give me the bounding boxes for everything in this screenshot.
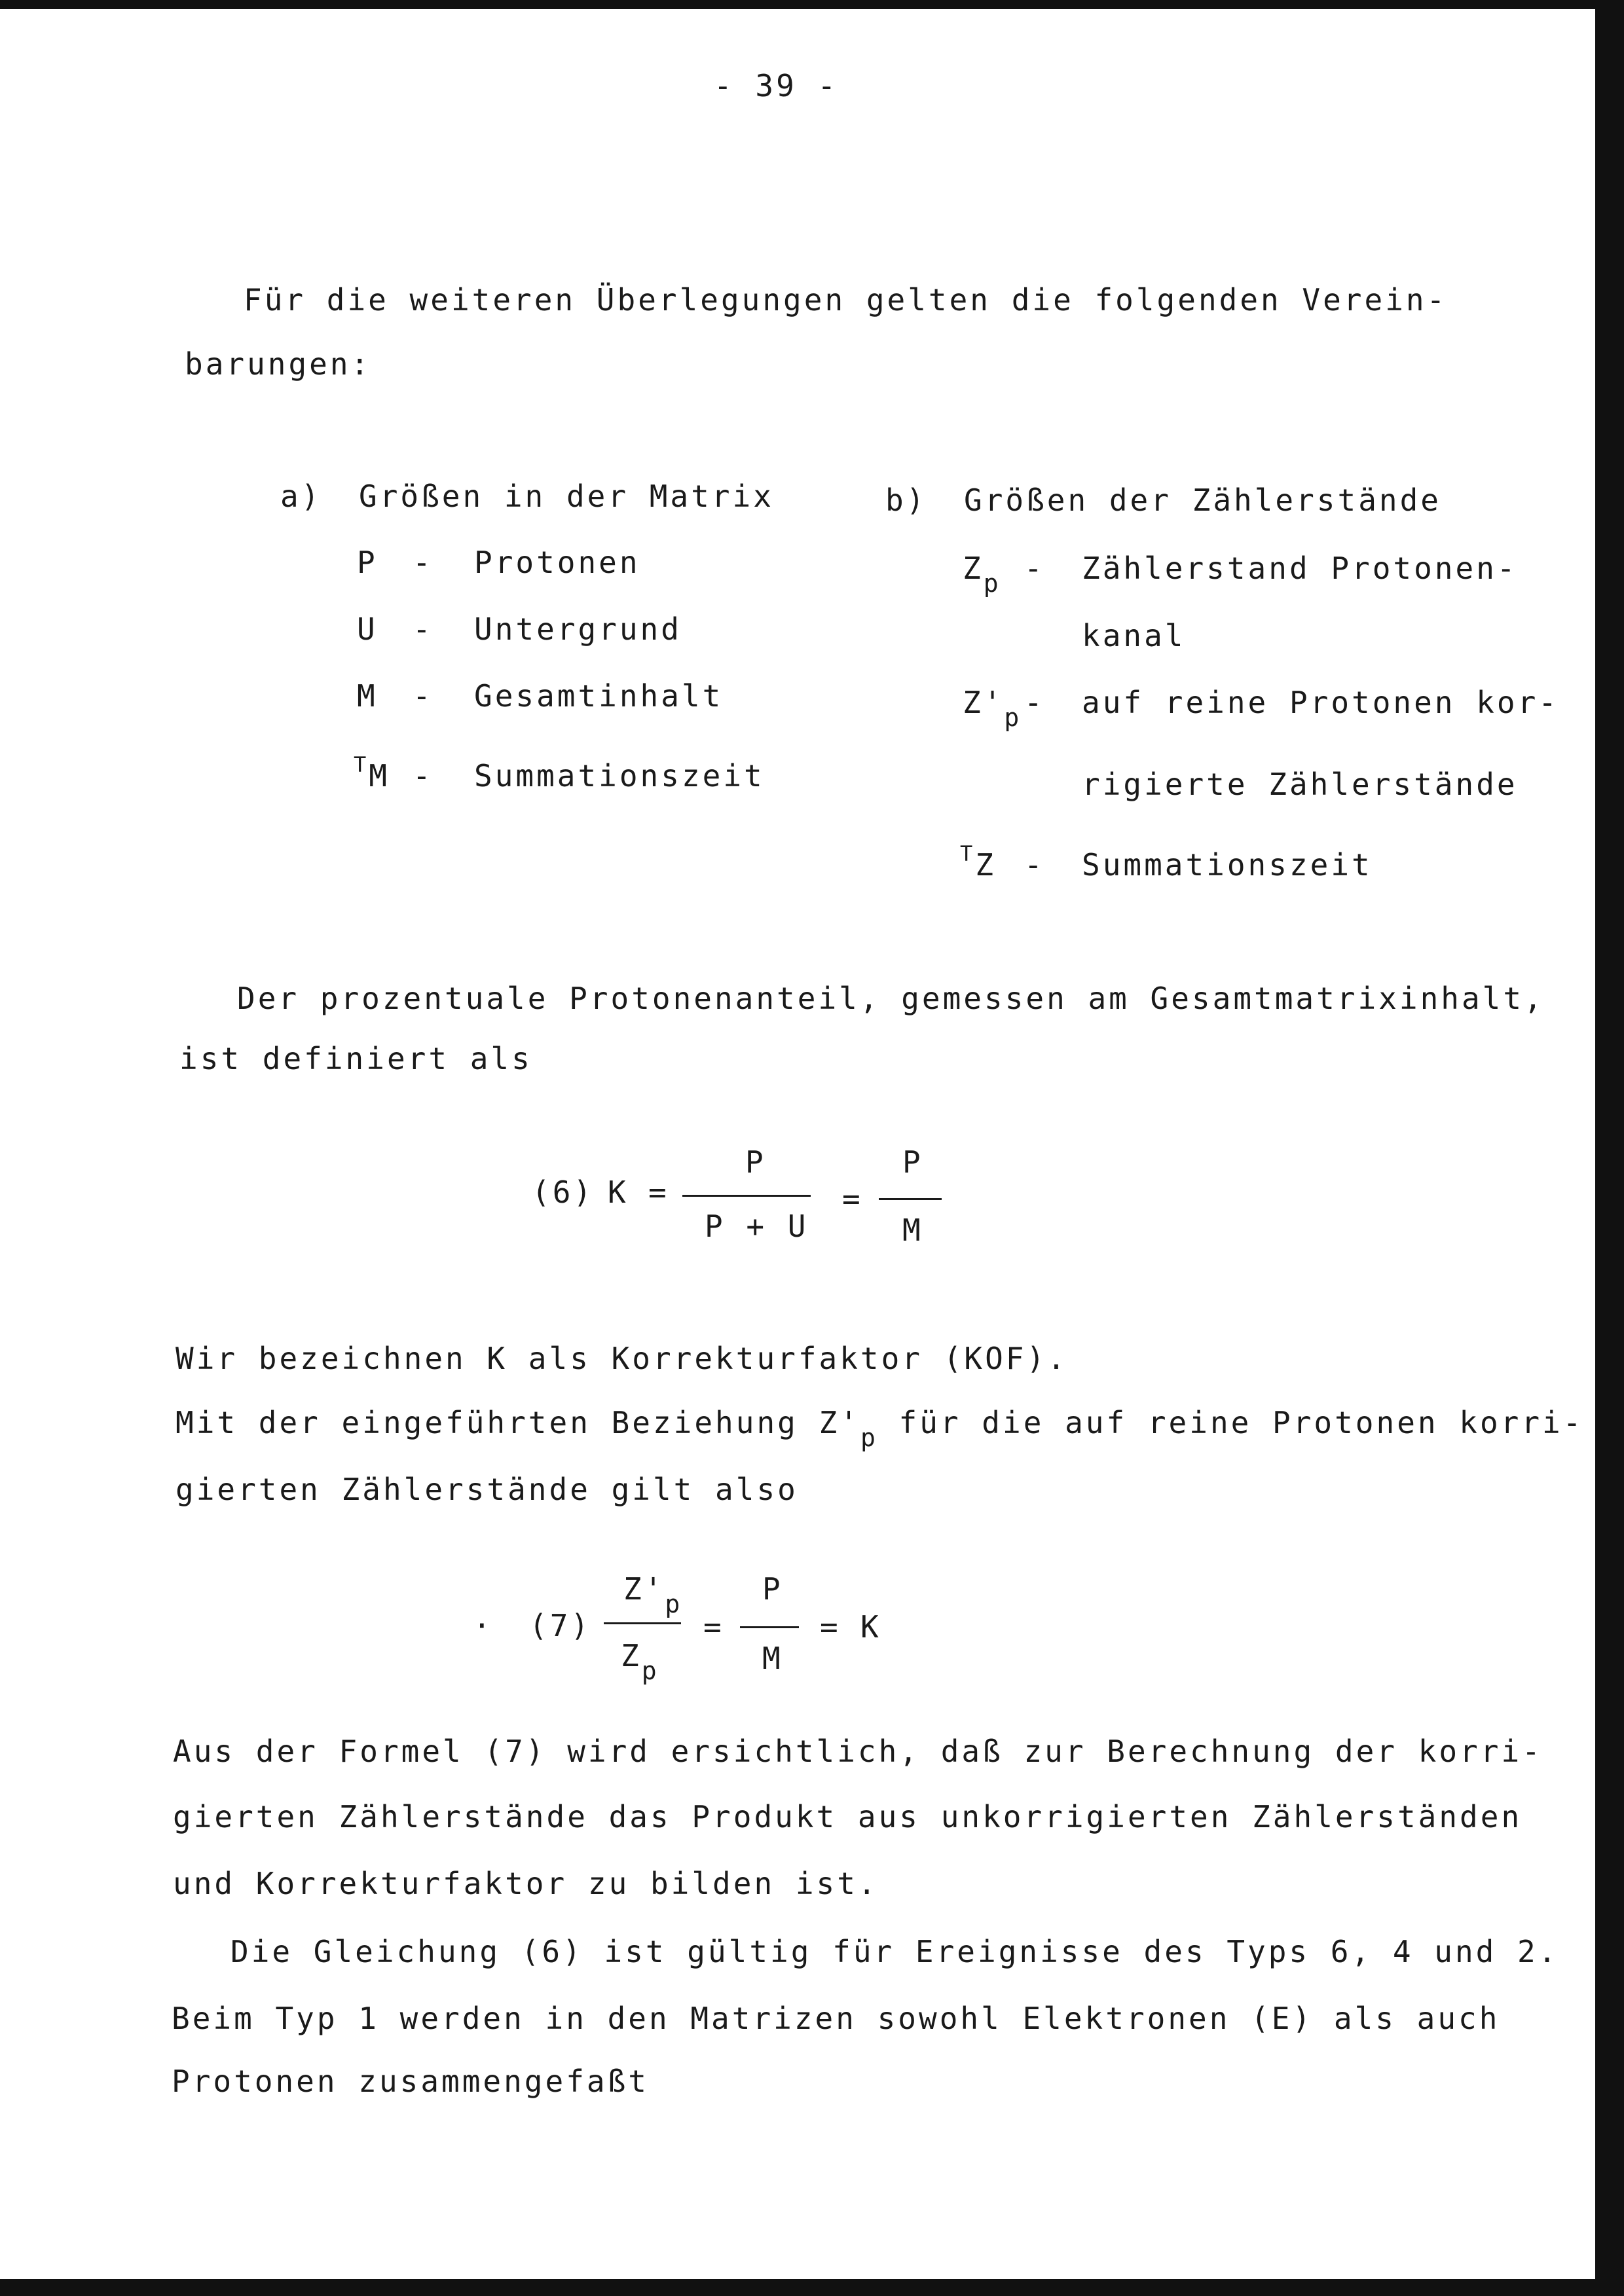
list-a-dash: - xyxy=(413,758,434,793)
list-a-label: a) xyxy=(280,479,322,514)
list-b-symbol: $Z'_p$ xyxy=(963,685,1022,732)
eq7-equals: = xyxy=(820,1609,841,1645)
list-a-heading: Größen in der Matrix xyxy=(359,479,774,514)
para3-line-1: Wir bezeichnen K als Korrekturfaktor (KOF). xyxy=(175,1341,1068,1376)
list-a-symbol: U xyxy=(357,611,378,647)
para2-line-1: Der prozentuale Protonenanteil, gemessen am Gesamtmatrixinhalt, xyxy=(237,981,1545,1016)
para5-line-2: Beim Typ 1 werden in den Matrizen sowohl Elektronen (E) als auch xyxy=(172,2001,1500,2036)
list-a-dash: - xyxy=(413,545,434,580)
eq7-denominator: M xyxy=(762,1641,783,1676)
list-a-text: Summationszeit xyxy=(474,758,765,793)
list-b-symbol: $Z_p$ xyxy=(963,551,1001,598)
eq7-numerator: P xyxy=(762,1571,783,1607)
eq6-numerator: P xyxy=(902,1144,923,1180)
eq6-lhs: K xyxy=(608,1175,629,1210)
para5-line-1: Die Gleichung (6) ist gültig für Ereignisse des Typs 6, 4 und 2. xyxy=(231,1934,1559,1969)
list-a-symbol: M xyxy=(357,678,378,714)
para3-line-3: gierten Zählerstände gilt also xyxy=(175,1472,798,1507)
list-b-heading: Größen der Zählerstände xyxy=(964,483,1441,518)
eq6-label: (6) xyxy=(532,1175,595,1210)
eq6-equals: = xyxy=(842,1181,863,1216)
para4-line-1: Aus der Formel (7) wird ersichtlich, daß zur Berechnung der korri- xyxy=(173,1734,1543,1769)
list-b-text-continued: kanal xyxy=(1082,618,1186,653)
list-a-dash: - xyxy=(413,611,434,647)
fraction-bar xyxy=(682,1195,811,1197)
list-a-text: Gesamtinhalt xyxy=(474,678,724,714)
fraction-bar xyxy=(879,1198,942,1200)
list-b-text-continued: rigierte Zählerstände xyxy=(1082,767,1518,802)
para3-line-2: Mit der eingeführten Beziehung $Z'_p$ für die auf reine Protonen korri- xyxy=(175,1405,1584,1452)
eq7-dot: · xyxy=(473,1608,494,1643)
eq7-label: (7) xyxy=(529,1608,592,1643)
list-b-dash: - xyxy=(1024,551,1045,586)
eq7-equals: = xyxy=(703,1609,724,1645)
scan-border-bottom xyxy=(0,2279,1624,2296)
para4-line-3: und Korrekturfaktor zu bilden ist. xyxy=(173,1866,879,1901)
eq6-numerator: P xyxy=(745,1144,766,1180)
list-b-text: Summationszeit xyxy=(1082,847,1373,883)
list-a-text: Protonen xyxy=(474,545,640,580)
para2-line-2: ist definiert als xyxy=(179,1041,532,1076)
list-b-text: Zählerstand Protonen- xyxy=(1082,551,1518,586)
list-b-dash: - xyxy=(1024,685,1045,720)
eq7-numerator: $Z'_p$ xyxy=(623,1571,683,1618)
fraction-bar xyxy=(604,1622,681,1624)
list-a-dash: - xyxy=(413,678,434,714)
list-b-label: b) xyxy=(885,483,927,518)
eq6-equals: = xyxy=(648,1175,669,1210)
intro-line-1: Für die weiteren Überlegungen gelten die folgenden Verein- xyxy=(244,282,1448,318)
eq6-denominator: M xyxy=(902,1212,923,1248)
list-a-text: Untergrund xyxy=(474,611,682,647)
para5-line-3: Protonen zusammengefaßt xyxy=(172,2064,649,2099)
list-a-symbol: P xyxy=(357,545,378,580)
list-b-dash: - xyxy=(1024,847,1045,883)
page-number: - 39 - xyxy=(714,68,839,103)
intro-line-2: barungen: xyxy=(185,346,372,382)
eq7-rhs: K xyxy=(860,1609,881,1645)
list-a-symbol: $^T$M xyxy=(354,752,390,793)
fraction-bar xyxy=(740,1626,799,1628)
eq6-denominator: P + U xyxy=(705,1209,809,1244)
para4-line-2: gierten Zählerstände das Produkt aus unkorrigierten Zählerständen xyxy=(173,1799,1522,1834)
eq7-denominator: $Z_p$ xyxy=(621,1638,659,1685)
list-b-text: auf reine Protonen kor- xyxy=(1082,685,1559,720)
scan-border-right xyxy=(1595,0,1624,2296)
list-b-symbol: $^T$Z xyxy=(960,841,996,883)
